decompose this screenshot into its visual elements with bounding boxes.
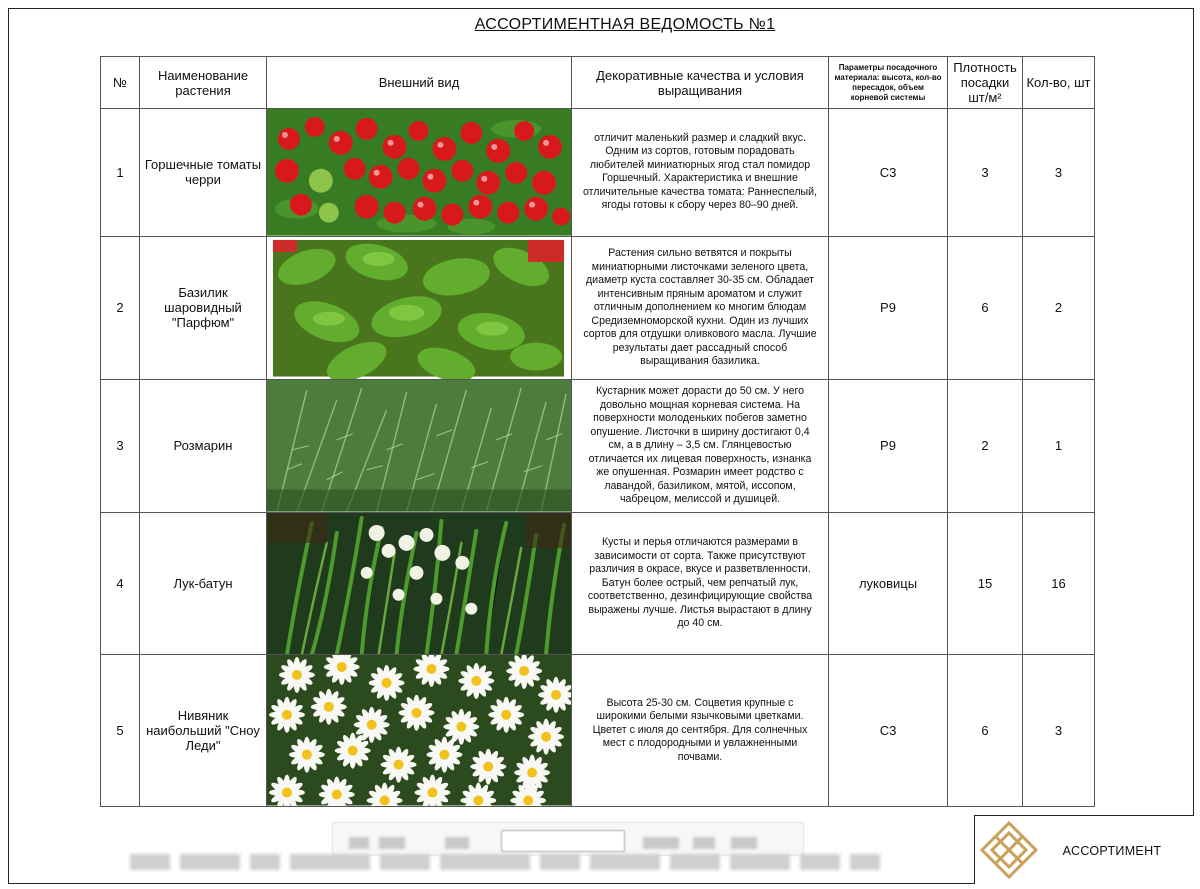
rosemary-photo — [267, 380, 572, 513]
assortment-table — [100, 56, 1095, 807]
row-num: 2 — [101, 236, 140, 380]
diamond-lattice-logo-icon — [979, 820, 1039, 880]
row-num: 5 — [101, 655, 140, 807]
plant-description: Кустарник может дорасти до 50 см. У него довольно мощная корневая система. На поверхности молоденьких побегов заметно опушение. Листочки в ширину достигают 0,4 см, а в длину – 3,5 см. Глянцевостью отличается их лицевая поверхность, изнанка же опушенная. Розмарин имеет родство с лавандой, базиликом, мятой, иссопом, чабрецом, мелиссой и душицей. — [572, 380, 829, 513]
header-num: № — [101, 57, 140, 109]
plant-density: 15 — [948, 512, 1023, 655]
table-row — [101, 109, 1095, 237]
stamp-label: АССОРТИМЕНТ — [1062, 843, 1162, 858]
row-num: 1 — [101, 109, 140, 237]
shasta-daisy-photo — [267, 655, 572, 807]
plant-name: Розмарин — [140, 380, 267, 513]
header-qty: Кол-во, шт — [1023, 57, 1095, 109]
blurred-footer-strip — [130, 845, 960, 879]
plant-qty: 1 — [1023, 380, 1095, 513]
table-row — [101, 655, 1095, 807]
plant-name: Лук-батун — [140, 512, 267, 655]
header-qualities: Декоративные качества и условия выращивания — [572, 57, 829, 109]
plant-name: Базилик шаровидный "Парфюм" — [140, 236, 267, 380]
plant-params: С3 — [829, 655, 948, 807]
plant-qty: 16 — [1023, 512, 1095, 655]
plant-name: Нивяник наибольший "Сноу Леди" — [140, 655, 267, 807]
document-title: АССОРТИМЕНТНАЯ ВЕДОМОСТЬ №1 — [474, 16, 776, 33]
plant-description: Высота 25-30 см. Соцветия крупные с широкими белыми язычковыми цветками. Цветет с июля до сентября. Для солнечных мест с плодородными и увлажненными почвами. — [572, 655, 829, 807]
header-appearance: Внешний вид — [267, 57, 572, 109]
plant-name: Горшечные томаты черри — [140, 109, 267, 237]
header-name: Наименование растения — [140, 57, 267, 109]
header-params: Параметры посадочного материала: высота, кол-во пересадок, объем корневой системы — [829, 57, 948, 109]
plant-density: 3 — [948, 109, 1023, 237]
basil-photo — [267, 236, 572, 380]
title-stamp — [974, 815, 1194, 884]
welsh-onion-photo — [267, 512, 572, 655]
plant-params: С3 — [829, 109, 948, 237]
plant-qty: 3 — [1023, 655, 1095, 807]
plant-density: 6 — [948, 236, 1023, 380]
plant-description: Кусты и перья отличаются размерами в зависимости от сорта. Также присутствуют различия в окрасе, вкусе и разветвленности. Батун более острый, чем репчатый лук, соответственно, дезинфицирующие свойства выражены лучше. Листья вырастают в длину до 40 см. — [572, 512, 829, 655]
plant-qty: 3 — [1023, 109, 1095, 237]
plant-params: луковицы — [829, 512, 948, 655]
header-density: Плотность посадки шт/м² — [948, 57, 1023, 109]
table-row — [101, 512, 1095, 655]
plant-description: Растения сильно ветвятся и покрыты миниатюрными листочками зеленого цвета, диаметр куста составляет 30-35 см. Обладает интенсивным пряным ароматом и служит отличным дополнением ко многим блюдам Средиземноморской кухни. Один из лучших сортов для отдушки оливкового масла. Лучшие результаты дает рассадный способ выращивания базилика. — [572, 236, 829, 380]
plant-density: 6 — [948, 655, 1023, 807]
plant-density: 2 — [948, 380, 1023, 513]
plant-params: Р9 — [829, 380, 948, 513]
row-num: 3 — [101, 380, 140, 513]
row-num: 4 — [101, 512, 140, 655]
plant-qty: 2 — [1023, 236, 1095, 380]
table-row — [101, 380, 1095, 513]
table-row — [101, 236, 1095, 380]
plant-params: Р9 — [829, 236, 948, 380]
table-header-row — [101, 57, 1095, 109]
cherry-tomatoes-photo — [267, 109, 572, 237]
plant-description: отличит маленький размер и сладкий вкус. Одним из сортов, готовым порадовать любителей миниатюрных ягод стал помидор Горшечный. Характеристика и внешние отличительные качества томата: Раннеспелый, ягоды готовы к сбору через 80–90 дней. — [572, 109, 829, 237]
